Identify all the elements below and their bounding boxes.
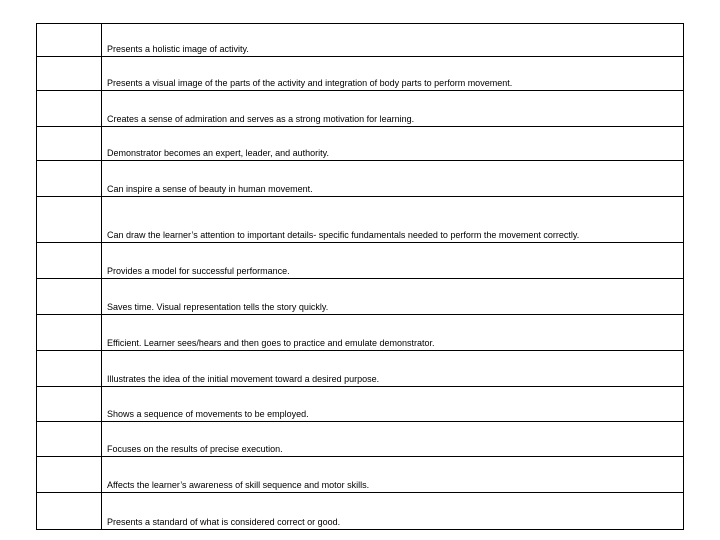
blank-cell: [37, 422, 102, 457]
blank-cell: [37, 387, 102, 422]
row-text: Creates a sense of admiration and serves as a strong motivation for learning.: [102, 91, 684, 127]
row-text: Efficient. Learner sees/hears and then goes to practice and emulate demonstrator.: [102, 315, 684, 351]
table-row: [37, 351, 684, 387]
row-text: Can draw the learner’s attention to important details- specific fundamentals needed to perform the movement correctly.: [102, 197, 684, 243]
benefits-table: [36, 23, 684, 530]
row-text: Can inspire a sense of beauty in human movement.: [102, 161, 684, 197]
table-row: [37, 457, 684, 493]
table-row: [37, 493, 684, 530]
table-row: [37, 243, 684, 279]
blank-cell: [37, 57, 102, 91]
blank-cell: [37, 91, 102, 127]
row-text: Affects the learner’s awareness of skill sequence and motor skills.: [102, 457, 684, 493]
row-text: Presents a standard of what is considered correct or good.: [102, 493, 684, 530]
row-text: Provides a model for successful performance.: [102, 243, 684, 279]
row-text: Saves time. Visual representation tells the story quickly.: [102, 279, 684, 315]
row-text: Presents a holistic image of activity.: [102, 24, 684, 57]
table-row: [37, 315, 684, 351]
table-row: [37, 57, 684, 91]
table-row: [37, 279, 684, 315]
table-row: [37, 161, 684, 197]
blank-cell: [37, 351, 102, 387]
blank-cell: [37, 24, 102, 57]
row-text: Demonstrator becomes an expert, leader, and authority.: [102, 127, 684, 161]
blank-cell: [37, 315, 102, 351]
row-text: Presents a visual image of the parts of the activity and integration of body parts to perform movement.: [102, 57, 684, 91]
table-row: [37, 127, 684, 161]
row-text: Focuses on the results of precise execution.: [102, 422, 684, 457]
blank-cell: [37, 457, 102, 493]
table-row: [37, 387, 684, 422]
row-text: Illustrates the idea of the initial movement toward a desired purpose.: [102, 351, 684, 387]
blank-cell: [37, 197, 102, 243]
table-row: [37, 91, 684, 127]
table-row: [37, 422, 684, 457]
blank-cell: [37, 161, 102, 197]
blank-cell: [37, 127, 102, 161]
blank-cell: [37, 243, 102, 279]
blank-cell: [37, 493, 102, 530]
table-row: [37, 197, 684, 243]
table-row: [37, 24, 684, 57]
row-text: Shows a sequence of movements to be employed.: [102, 387, 684, 422]
blank-cell: [37, 279, 102, 315]
